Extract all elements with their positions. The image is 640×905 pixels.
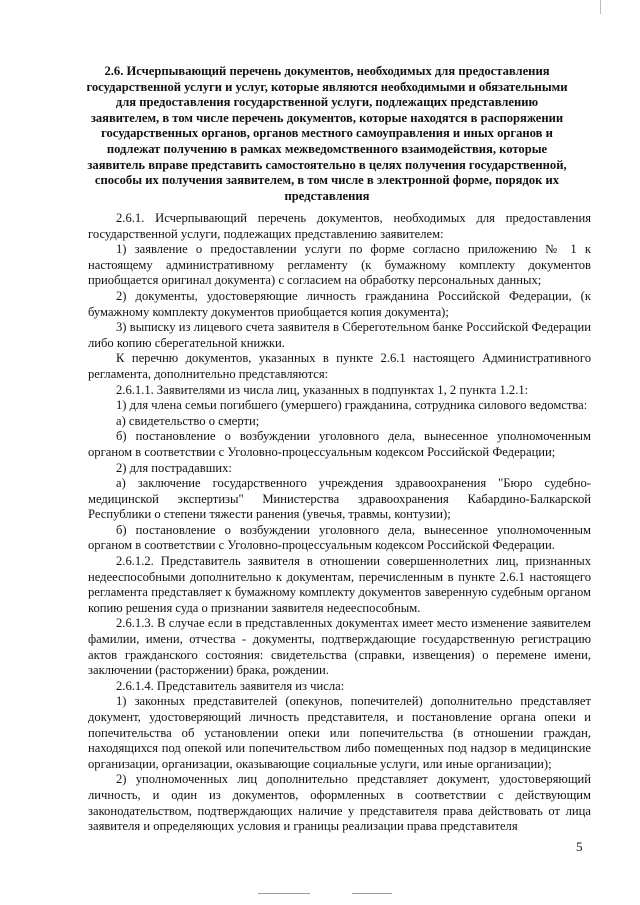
list-item-family: 1) для члена семьи погибшего (умершего) гражданина, сотрудника силового ведомства: [116, 398, 588, 413]
scan-edge-mark [600, 0, 601, 14]
list-item-2: 2) документы, удостоверяющие личность гражданина Российской Федерации, (к бумажному комплекту документов приобщается копия документа); [88, 288, 591, 319]
paragraph-2-6-1-3: 2.6.1.3. В случае если в представленных документах имеет место изменение заявителем фамилии, имени, отчества - документы, подтверждающие государственную регистрацию актов гражданского состояния: свидетельства (справки, извещения) о перемене имени, заключении (расторжении) брака, рождении. [88, 616, 591, 678]
paragraph-additional: К перечню документов, указанных в пункте 2.6.1 настоящего Административного регламента, дополнительно представляются: [88, 351, 591, 381]
document-body [88, 211, 591, 835]
paragraph-2-6-1-1: 2.6.1.1. Заявителями из числа лиц, указанных в подпунктах 1, 2 пункта 1.2.1: [116, 382, 529, 397]
page-number: 5 [576, 839, 583, 854]
list-item-b-resolution-2: б) постановление о возбуждении уголовного дела, вынесенное уполномоченным органом в соответствии с Уголовно-процессуальным кодексом Российской Федерации. [88, 522, 591, 553]
list-item-legal-reps: 1) законных представителей (опекунов, попечителей) дополнительно представляет документ, удостоверяющий личность представителя, и постановление органа опеки и попечительства об установлении опеки или попечительства (в отношении граждан, находящихся под опекой или попечительством либо помещенных под надзор в медицинские организации, организации, оказывающие социальные услуги, или иные организации); [88, 694, 591, 771]
list-item-1: 1) заявление о предоставлении услуги по форме согласно приложению № 1 к настоящему административному регламенту (к бумажному комплекту документов приобщается оригинал документа) с согласием на обработку персональных данных; [88, 242, 591, 288]
list-item-a-death: а) свидетельство о смерти; [116, 413, 260, 428]
scan-dash-left [258, 893, 310, 894]
list-item-a-expertise: а) заключение государственного учреждения здравоохранения "Бюро судебно-медицинской экспертизы" Министерства здравоохранения Кабардино-Балкарской Республики о степени тяжести ранения (увечья, травмы, контузии); [88, 476, 591, 522]
list-item-victims: 2) для пострадавших: [116, 460, 232, 475]
paragraph-2-6-1-4: 2.6.1.4. Представитель заявителя из числа: [116, 678, 345, 693]
section-heading: 2.6. Исчерпывающий перечень документов, необходимых для предоставления государственной услуги и услуг, которые являются необходимыми и обязательными для предоставления государственной услуги, подлежащих представлению заявителем, в том числе перечень документов, которые находятся в распоряжении государственных органов, органов местного самоуправления и иных органов и подлежат получению в рамках межведомственного взаимодействия, которые заявитель вправе представить самостоятельно в целях получения государственной, способы их получения заявителем, в том числе в электронной форме, порядок их представления [86, 64, 568, 203]
list-item-authorized: 2) уполномоченных лиц дополнительно представляет документ, удостоверяющий личность, и один из документов, оформленных в соответствии с действующим законодательством, подтверждающих наличие у представителя права действовать от лица заявителя и определяющих условия и границы реализации права представителя [88, 772, 591, 834]
paragraph-2-6-1-2: 2.6.1.2. Представитель заявителя в отношении совершеннолетних лиц, признанных недееспособными дополнительно к документам, перечисленным в пункте 2.6.1 настоящего регламента представляет к бумажному комплекту документов заверенную судебным органом копию решения суда о признании заявителя недееспособным. [88, 554, 591, 615]
paragraph-2-6-1: 2.6.1. Исчерпывающий перечень документов, необходимых для предоставления государственной услуги, подлежащих представлению заявителем: [88, 211, 591, 241]
list-item-b-resolution: б) постановление о возбуждении уголовного дела, вынесенное уполномоченным органом в соответствии с Уголовно-процессуальным кодексом Российской Федерации; [88, 429, 591, 459]
list-item-3: 3) выписку из лицевого счета заявителя в Сбереготельном банке Российской Федерации либо копию сберегательной книжки. [88, 320, 591, 350]
scan-dash-right [352, 893, 392, 894]
